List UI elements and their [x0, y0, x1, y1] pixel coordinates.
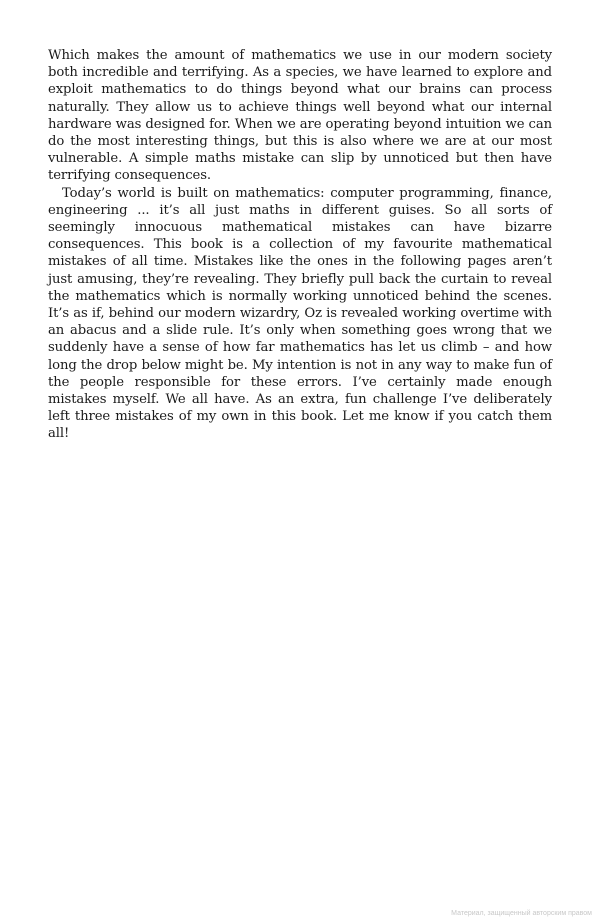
paragraph-1: Which makes the amount of mathematics we use in our modern society both incredible and terrifying. As a species, we have learned to explore and exploit mathematics to do things beyond what our brains can process naturally. They allow us to achieve things well beyond what our internal hardware was designed for. When we are operating beyond intuition we can do the most interesting things, but this is also where we are at our most vulnerable. A simple maths mistake can slip by unnoticed but then have terrifying consequences. [48, 48, 552, 184]
paragraph-2: Today’s world is built on mathematics: computer programming, finance, engineering ... it’s all just maths in different guises. So all sorts of seemingly innocuous mathematical mistakes can have bizarre consequences. This book is a collection of my favourite mathematical mistakes of all time. Mistakes like the ones in the following pages aren’t just amusing, they’re revealing. They briefly pull back the curtain to reveal the mathematics which is normally working unnoticed behind the scenes. It’s as if, behind our modern wizardry, Oz is revealed working overtime with an abacus and a slide rule. It’s only when something goes wrong that we suddenly have a sense of how far mathematics has let us climb – and how long the drop below might be. My intention is not in any way to make fun of the people responsible for these errors. I’ve certainly made enough mistakes myself. We all have. As an extra, fun challenge I’ve deliberately left three mistakes of my own in this book. Let me know if you catch them all! [48, 185, 552, 442]
copyright-watermark: Материал, защищенный авторским правом [451, 910, 592, 917]
body-text [48, 47, 552, 443]
